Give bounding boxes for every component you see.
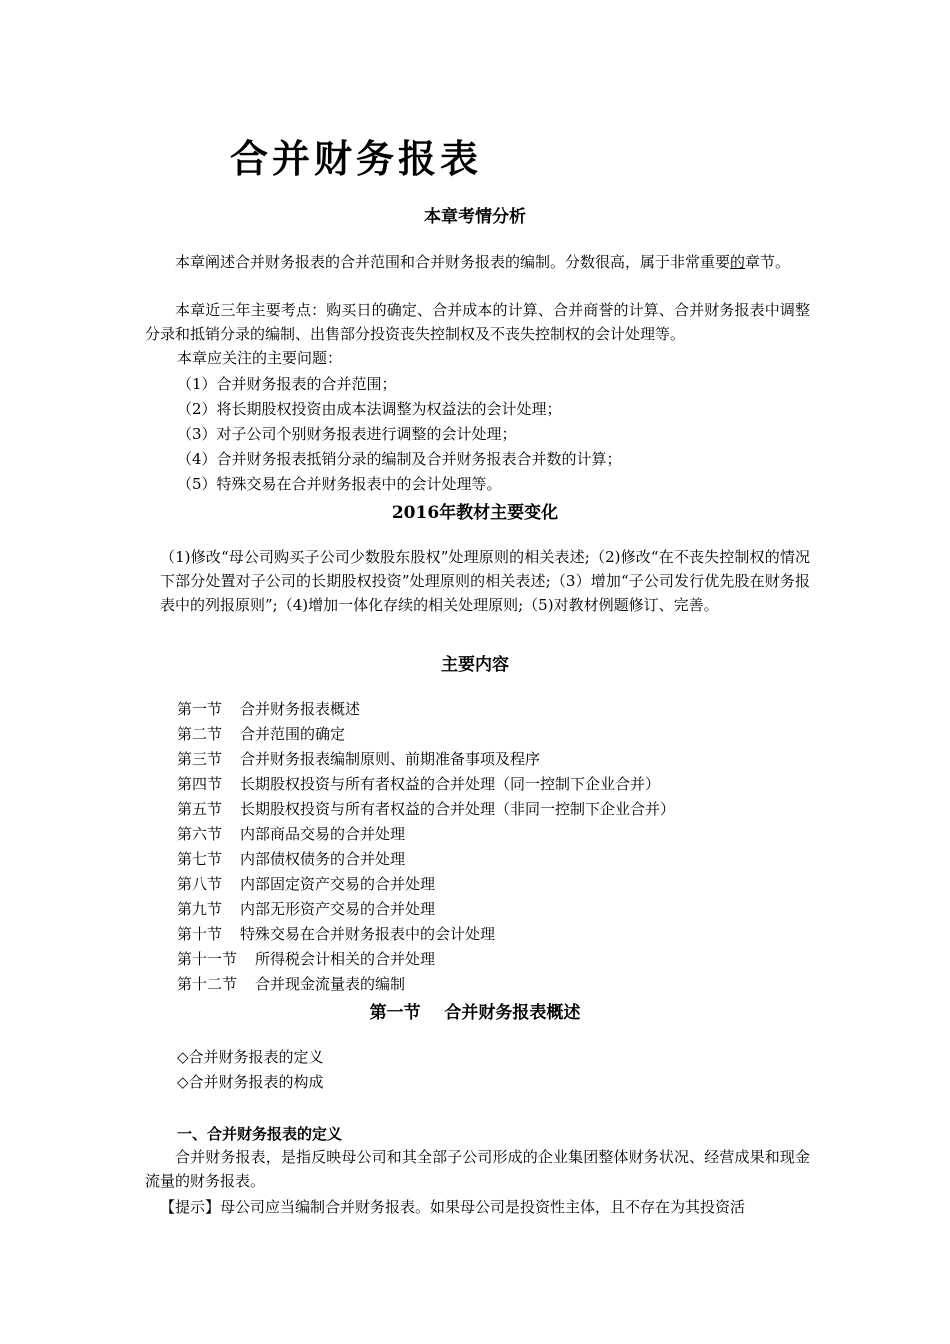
toc-title: 内部无形资产交易的合并处理 [240,900,436,918]
toc-number: 第九节 [177,900,223,918]
underlined-char: 的 [730,253,746,271]
toc-number: 第四节 [177,775,223,793]
toc-title: 内部商品交易的合并处理 [240,825,406,843]
definition-paragraph: 合并财务报表，是指反映母公司和其全部子公司形成的企业集团整体财务状况、经营成果和现金流量的财务报表。 [145,1148,810,1190]
toc-item [177,872,435,896]
analysis-paragraph-3: 本章应关注的主要问题： [177,349,343,367]
definition-subheading: 一、合并财务报表的定义 [177,1125,343,1143]
section1-bullet-2: ◇合并财务报表的构成 [177,1073,324,1091]
tip-label: 【提示】 [160,1198,221,1216]
toc-title: 内部固定资产交易的合并处理 [240,875,436,893]
toc-item [177,947,435,971]
toc-number: 第十一节 [177,950,238,968]
analysis-heading: 本章考情分析 [424,207,526,227]
toc-title: 内部债权债务的合并处理 [240,850,406,868]
analysis-paragraph-1-text: 本章阐述合并财务报表的合并范围和合并财务报表的编制。分数很高，属于非常重要 [175,253,731,271]
toc-item [177,697,360,721]
analysis-paragraph-2: 本章近三年主要考点：购买日的确定、合并成本的计算、合并商誉的计算、合并财务报表中调整分录和抵销分录的编制、出售部分投资丧失控制权及不丧失控制权的会计处理等。 [145,301,810,343]
toc-item [177,897,435,921]
analysis-item-1: （1）合并财务报表的合并范围； [177,375,397,393]
toc-title: 合并现金流量表的编制 [255,975,406,993]
toc-title: 长期股权投资与所有者权益的合并处理（同一控制下企业合并） [240,775,661,793]
analysis-paragraph-1-tail: 章节。 [745,253,791,271]
toc-title: 合并财务报表编制原则、前期准备事项及程序 [240,750,541,768]
toc-title: 合并范围的确定 [240,725,346,743]
toc-number: 第二节 [177,725,223,743]
analysis-item-3: （3）对子公司个别财务报表进行调整的会计处理； [177,425,517,443]
analysis-paragraph-1 [145,250,810,274]
changes-heading: 2016年教材主要变化 [391,503,559,523]
contents-heading: 主要内容 [441,655,509,675]
toc-item [177,797,675,821]
analysis-item-4: （4）合并财务报表抵销分录的编制及合并财务报表合并数的计算； [177,450,622,468]
tip-text: 母公司应当编制合并财务报表。如果母公司是投资性主体，且不存在为其投资活 [220,1198,746,1216]
analysis-item-2: （2）将长期股权投资由成本法调整为权益法的会计处理； [177,400,562,418]
chapter-title: 合并财务报表 [230,136,483,181]
toc-item [177,972,405,996]
toc-item [177,747,540,771]
toc-item [177,772,660,796]
toc-number: 第五节 [177,800,223,818]
toc-number: 第三节 [177,750,223,768]
toc-item [177,847,405,871]
toc-number: 第十节 [177,925,223,943]
analysis-item-5: （5）特殊交易在合并财务报表中的会计处理等。 [177,475,502,493]
toc-item [177,722,345,746]
toc-title: 合并财务报表概述 [240,700,361,718]
toc-title: 所得税会计相关的合并处理 [255,950,436,968]
changes-paragraph: （1)修改“母公司购买子公司少数股东股权”处理原则的相关表述;（2)修改“在不丧失控制权的情况下部分处置对子公司的长期股权投资”处理原则的相关表述;（3）增加“子公司发行优先股在财务报表中的列报原则”;（4)增加一体化存续的相关处理原则;（5)对教材例题修订、完善。 [160,548,810,614]
toc-title: 长期股权投资与所有者权益的合并处理（非同一控制下企业合并） [240,800,676,818]
toc-item [177,822,405,846]
toc-title: 特殊交易在合并财务报表中的会计处理 [240,925,496,943]
section1-heading: 第一节 合并财务报表概述 [369,1003,581,1023]
toc-item [177,922,495,946]
toc-number: 第十二节 [177,975,238,993]
toc-number: 第八节 [177,875,223,893]
section1-bullet-1: ◇合并财务报表的定义 [177,1048,324,1066]
tip-paragraph [160,1195,810,1219]
toc-number: 第七节 [177,850,223,868]
toc-number: 第一节 [177,700,223,718]
toc-number: 第六节 [177,825,223,843]
